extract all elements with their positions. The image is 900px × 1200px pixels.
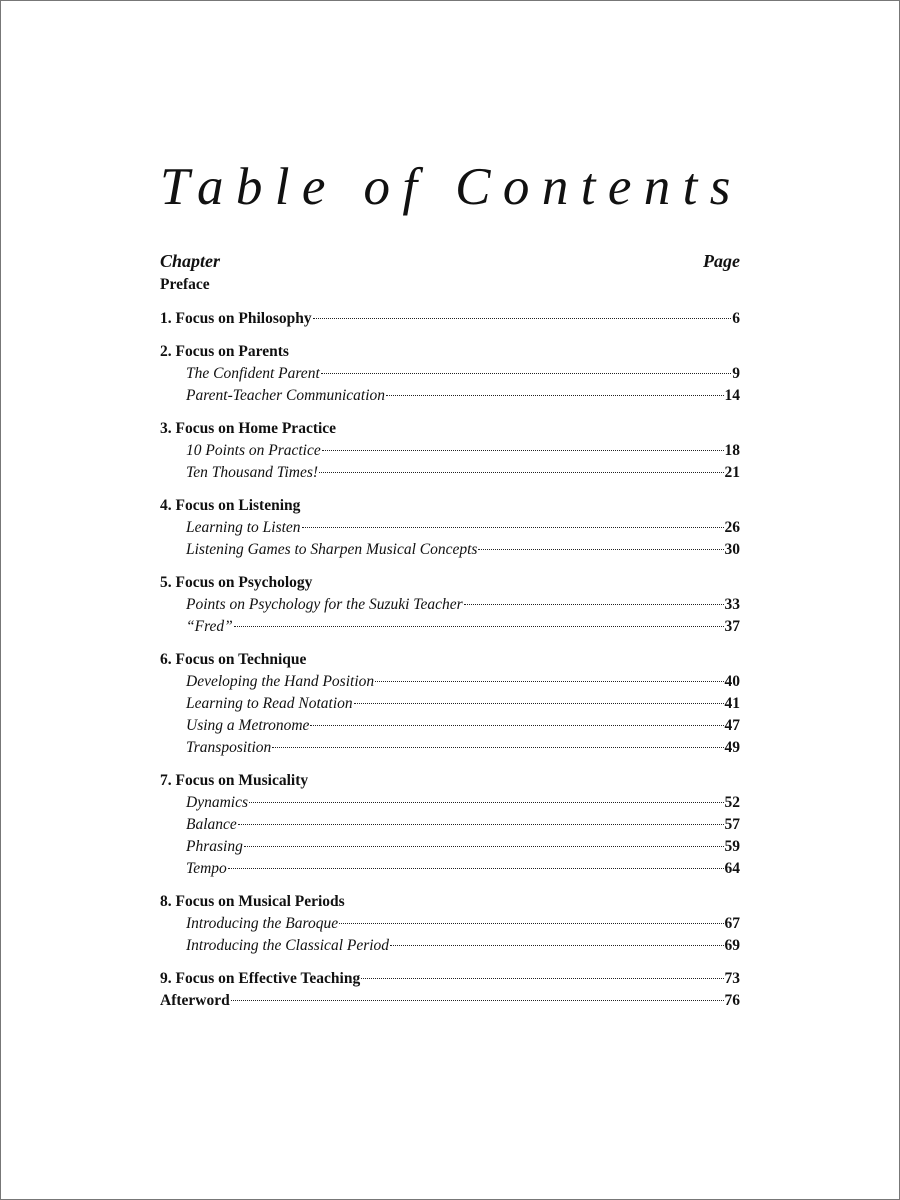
dot-leader — [231, 1000, 724, 1001]
section-spacer — [160, 880, 740, 891]
toc-entry-title: Ten Thousand Times! — [186, 464, 319, 481]
toc-entry-title: Developing the Hand Position — [186, 673, 375, 690]
toc-entry-title: Phrasing — [186, 838, 243, 855]
toc-entry-page-number: 47 — [724, 717, 740, 734]
toc-entry-page-number: 41 — [724, 695, 740, 712]
chapter-heading-title: 3. Focus on Home Practice — [160, 420, 337, 437]
dot-leader — [302, 527, 724, 528]
dot-leader — [249, 802, 724, 803]
dot-leader — [244, 846, 724, 847]
section-spacer — [160, 484, 740, 495]
closing-entry-title: 9. Focus on Effective Teaching — [160, 970, 361, 987]
toc-entry-page-number: 52 — [724, 794, 740, 811]
toc-entry — [160, 693, 740, 715]
toc-entry-page-number: 30 — [724, 541, 740, 558]
toc-entry — [160, 594, 740, 616]
toc-entry-title: Learning to Read Notation — [186, 695, 353, 712]
toc-entry-page-number: 57 — [724, 816, 740, 833]
dot-leader — [238, 824, 724, 825]
toc-entry-title: “Fred” — [186, 618, 233, 635]
toc-entry-page-number: 40 — [724, 673, 740, 690]
toc-entry-page-number: 49 — [724, 739, 740, 756]
toc-entry-page-number: 69 — [724, 937, 740, 954]
toc-entry — [160, 539, 740, 561]
section-spacer — [160, 330, 740, 341]
chapter-heading-title: 7. Focus on Musicality — [160, 772, 309, 789]
dot-leader — [272, 747, 723, 748]
table-of-contents — [160, 248, 740, 1012]
toc-entry — [160, 814, 740, 836]
chapter-heading-title: 1. Focus on Philosophy — [160, 310, 312, 327]
toc-entry-title: Parent-Teacher Communication — [186, 387, 386, 404]
chapter-heading — [160, 308, 740, 330]
toc-entry-page-number: 33 — [724, 596, 740, 613]
toc-entry-title: Listening Games to Sharpen Musical Concepts — [186, 541, 478, 558]
toc-entry-title: Introducing the Baroque — [186, 915, 339, 932]
dot-leader — [313, 318, 732, 319]
chapter-heading — [160, 418, 740, 440]
chapter-heading — [160, 649, 740, 671]
toc-entry — [160, 792, 740, 814]
dot-leader — [478, 549, 723, 550]
toc-entry — [160, 363, 740, 385]
chapter-heading-title: 5. Focus on Psychology — [160, 574, 313, 591]
page-title: Table of Contents — [160, 158, 743, 216]
toc-entry-page-number: 14 — [724, 387, 740, 404]
dot-leader — [310, 725, 723, 726]
closing-entry-page-number: 73 — [724, 970, 740, 987]
closing-entry — [160, 968, 740, 990]
chapter-heading-page-number: 6 — [732, 310, 740, 327]
toc-entry — [160, 440, 740, 462]
toc-entry-page-number: 64 — [724, 860, 740, 877]
toc-entry — [160, 737, 740, 759]
toc-entry-page-number: 59 — [724, 838, 740, 855]
toc-entry-page-number: 26 — [724, 519, 740, 536]
toc-entry-title: Introducing the Classical Period — [186, 937, 390, 954]
toc-entry-page-number: 67 — [724, 915, 740, 932]
toc-entry-title: Using a Metronome — [186, 717, 310, 734]
chapter-heading — [160, 572, 740, 594]
dot-leader — [386, 395, 723, 396]
toc-entry-title: Learning to Listen — [186, 519, 301, 536]
section-spacer — [160, 407, 740, 418]
dot-leader — [361, 978, 723, 979]
toc-entry — [160, 913, 740, 935]
dot-leader — [390, 945, 723, 946]
toc-entry-title: Tempo — [186, 860, 227, 877]
toc-entry-page-number: 21 — [724, 464, 740, 481]
closing-entry-title: Afterword — [160, 992, 230, 1009]
dot-leader — [234, 626, 724, 627]
toc-entry-title: Balance — [186, 816, 237, 833]
preface-entry — [160, 274, 740, 296]
chapter-column-header: Chapter — [160, 251, 221, 271]
toc-entry — [160, 616, 740, 638]
dot-leader — [354, 703, 724, 704]
toc-entry-title: Transposition — [186, 739, 272, 756]
closing-entry — [160, 990, 740, 1012]
preface-label: Preface — [160, 276, 210, 293]
section-spacer — [160, 957, 740, 968]
chapter-heading-title: 8. Focus on Musical Periods — [160, 893, 345, 910]
dot-leader — [339, 923, 723, 924]
closing-entry-page-number: 76 — [724, 992, 740, 1009]
page-column-header: Page — [703, 251, 740, 271]
toc-entry — [160, 671, 740, 693]
toc-entry-title: Points on Psychology for the Suzuki Teacher — [186, 596, 463, 613]
toc-entry — [160, 385, 740, 407]
chapter-heading — [160, 770, 740, 792]
dot-leader — [322, 450, 724, 451]
chapter-heading-title: 2. Focus on Parents — [160, 343, 289, 360]
section-spacer — [160, 561, 740, 572]
dot-leader — [464, 604, 724, 605]
toc-entry-title: The Confident Parent — [186, 365, 320, 382]
chapter-heading — [160, 495, 740, 517]
toc-entry-page-number: 9 — [732, 365, 740, 382]
toc-entry — [160, 517, 740, 539]
toc-entry-title: 10 Points on Practice — [186, 442, 321, 459]
toc-entry — [160, 935, 740, 957]
dot-leader — [321, 373, 732, 374]
column-headers — [160, 248, 740, 274]
chapter-heading-title: 4. Focus on Listening — [160, 497, 301, 514]
chapter-heading — [160, 341, 740, 363]
toc-entry-page-number: 18 — [724, 442, 740, 459]
dot-leader — [228, 868, 724, 869]
toc-entry — [160, 715, 740, 737]
toc-entry — [160, 858, 740, 880]
toc-entry — [160, 836, 740, 858]
dot-leader — [375, 681, 723, 682]
section-spacer — [160, 759, 740, 770]
dot-leader — [319, 472, 723, 473]
section-spacer — [160, 638, 740, 649]
chapter-heading-title: 6. Focus on Technique — [160, 651, 307, 668]
toc-entry — [160, 462, 740, 484]
toc-entry-title: Dynamics — [186, 794, 248, 811]
toc-entry-page-number: 37 — [724, 618, 740, 635]
chapter-heading — [160, 891, 740, 913]
section-spacer — [160, 296, 740, 308]
